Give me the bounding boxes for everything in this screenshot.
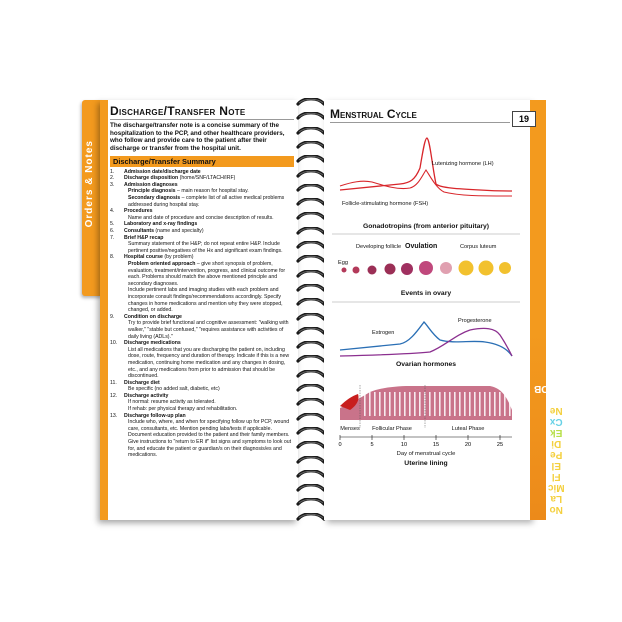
item-number: 6. (110, 228, 115, 235)
axis-tick-label: 10 (400, 442, 408, 448)
fsh-curve (340, 170, 512, 196)
item-number: 4. (110, 208, 115, 215)
side-tab-1[interactable]: La (550, 493, 563, 504)
egg-label: Egg (338, 260, 348, 266)
menses-label: Menses (340, 426, 360, 432)
ovarian-hormones-panel (340, 318, 512, 368)
axis-tick-label: 15 (432, 442, 440, 448)
uterine-caption: Uterine lining (404, 460, 448, 467)
item-detail-bold: Principle diagnosis (128, 188, 176, 195)
item-title: Brief H&P recap (124, 234, 164, 241)
ovary-stage-icon (440, 262, 452, 274)
lining-gland (429, 392, 431, 416)
item-number: 9. (110, 313, 115, 320)
lining-gland (509, 392, 511, 416)
item-number: 2. (110, 175, 115, 182)
lining-gland (419, 392, 421, 416)
ovary-stage-icon (479, 261, 494, 276)
axis-label: Day of menstrual cycle (396, 451, 456, 457)
lining-gland (409, 392, 411, 416)
ovary-panel (332, 243, 520, 302)
item-detail-text: – complete list of all active medical problems addressed during hospital stay. (128, 195, 285, 208)
item-title: Discharge medications (124, 340, 181, 347)
item-title: Discharge disposition (124, 175, 179, 182)
luteal-label: Luteal Phase (451, 426, 485, 432)
uterine-panel (338, 385, 512, 467)
item-title: Discharge follow-up plan (124, 412, 186, 419)
lining-gland (494, 392, 496, 416)
item-number: 13. (110, 412, 118, 419)
item-detail-text: Summary statement of the H&P; do not repeat entire H&P. Include pertinent positive/negatives of the Hx and significant exam findings. (128, 241, 283, 254)
lining-gland (474, 392, 476, 416)
uterine-lining-shape (340, 386, 512, 420)
lining-gland (504, 392, 506, 416)
ovary-stage-icon (342, 268, 347, 273)
item-note: (name and specialty) (153, 228, 204, 235)
page-number: 19 (512, 111, 536, 127)
ovary-stage-icon (401, 263, 413, 275)
estrogen-curve (340, 322, 512, 356)
item-title: Procedures (124, 208, 153, 215)
estrogen-label: Estrogen (372, 330, 395, 336)
ovary-stage-icon (419, 261, 433, 275)
item-detail-text: – main reason for hospital stay. (175, 188, 249, 195)
axis-tick-label: 5 (370, 442, 374, 448)
right-page-title: Menstrual Cycle (330, 107, 510, 123)
lining-gland (369, 392, 371, 416)
lining-gland (399, 392, 401, 416)
item-title: Hospital course (124, 254, 163, 261)
item-note: (home/SNF/LTACH/IRF) (178, 175, 236, 182)
ovarian-caption: Ovarian hormones (395, 361, 457, 368)
axis-tick-label: 25 (496, 442, 504, 448)
lining-gland (459, 392, 461, 416)
gonado-caption: Gonadotropins (from anterior pituitary) (362, 223, 490, 230)
item-title: Consultants (124, 228, 154, 235)
axis-tick-label: 20 (464, 442, 472, 448)
item-number: 5. (110, 221, 115, 228)
side-tab-0[interactable]: No (549, 504, 563, 515)
lining-gland (499, 392, 501, 416)
item-title: Admission diagnoses (124, 181, 178, 188)
item-detail-text: If rehab: per physical therapy and rehabilitation. (128, 406, 238, 413)
follicular-label: Follicular Phase (372, 426, 412, 432)
item-detail-text: Include who, where, and when for specifying follow up for PCP, wound care, consultants, etc. Mention pending labs/tests if applicable. Document education provided to the patient and their family members. Give instructions to "return to ER if" list signs and symptoms to look out for, and educate the patient or guardian/s on their diagnosis/es and medications. (128, 419, 292, 459)
item-number: 10. (110, 340, 118, 347)
axis-tick-label: 0 (338, 442, 342, 448)
developing-label: Developing follicle (356, 244, 402, 250)
side-tab-8[interactable]: Cx (549, 416, 563, 427)
lining-gland (384, 392, 386, 416)
item-title: Discharge diet (124, 379, 160, 386)
side-tab-7[interactable]: Ek (550, 427, 563, 438)
item-title: Discharge activity (124, 392, 169, 399)
item-detail-bold: Secondary diagnosis (128, 195, 181, 202)
ovary-stage-icon (353, 267, 360, 274)
side-tab-3[interactable]: Fl (551, 471, 561, 482)
lining-gland (464, 392, 466, 416)
lining-gland (479, 392, 481, 416)
lining-gland (364, 392, 366, 416)
item-detail-text: If normal: resume activity as tolerated. (128, 399, 216, 406)
item-detail-text: Try to provide brief functional and cognitive assessment: "walking with walker," "stable but confused," "requires assistance with activities of daily living (ADLs)." (128, 320, 289, 340)
item-number: 11. (110, 379, 117, 386)
ovary-caption: Events in ovary (400, 290, 452, 297)
item-detail-text: Include pertinent labs and imaging studies with each problem and incorporate consult findings/recommendations accordingly. Specify changes in home medications and mention why they were stopped, changed, or added. (128, 287, 283, 314)
item-title: Condition on discharge (124, 313, 182, 320)
lining-gland (374, 392, 376, 416)
item-detail-text: – give short synopsis of problem, evaluation, treatment/intervention, progress, and clinical outcome for each. Problems should match the above mentioned principle and secondary diagnoses. (128, 261, 286, 287)
intro-paragraph: The discharge/transfer note is a concise summary of the hospitalization to the PCP, and other healthcare providers, who follow and provide care to the patient after their discharge or transfer from the hospital unit. (110, 122, 285, 153)
item-note: (by problem) (162, 254, 194, 261)
item-detail-text: List all medications that you are discharging the patient on, including dose, route, frequency and duration of therapy. Indicate if this is a new medication, continuing home medication and any changes in dosing, etc., and any medications from prior to admission that should be discontinued. (128, 346, 290, 380)
lining-gland (489, 392, 491, 416)
progesterone-label: Progesterone (458, 318, 492, 324)
side-tab-5[interactable]: Pe (550, 449, 563, 460)
lining-gland (434, 392, 436, 416)
lining-gland (469, 392, 471, 416)
ovary-stage-icon (368, 266, 377, 275)
lining-gland (394, 392, 396, 416)
item-detail-text: Name and date of procedure and concise description of results. (128, 214, 274, 221)
side-tab-6[interactable]: Di (551, 438, 562, 449)
side-tab-4[interactable]: El (551, 460, 561, 471)
item-number: 12. (110, 392, 118, 399)
gonadotropins-panel (332, 138, 520, 234)
item-number: 8. (110, 254, 115, 261)
lining-gland (449, 392, 451, 416)
lining-gland (439, 392, 441, 416)
side-tab-9[interactable]: Ne (549, 405, 563, 416)
item-detail-bold: Problem oriented approach (128, 261, 196, 267)
lining-gland (379, 392, 381, 416)
lining-gland (389, 392, 391, 416)
summary-heading: Discharge/Transfer Summary (110, 156, 294, 167)
item-title: Laboratory and x-ray findings (124, 221, 198, 228)
ovary-stage-icon (385, 264, 396, 275)
side-tab-10[interactable]: OB (548, 394, 564, 405)
item-number: 1. (110, 168, 115, 175)
lining-gland (484, 392, 486, 416)
side-tab-11[interactable]: Cycle/OB (534, 383, 579, 394)
lining-gland (444, 392, 446, 416)
section-tab-label: Orders & Notes (84, 140, 95, 228)
lh-label: Lutenizing hormone (LH) (432, 161, 494, 167)
item-detail-text: Be specific (no added salt, diabetic, etc) (128, 386, 220, 393)
fsh-label: Follicle-stimulating hormone (FSH) (342, 201, 429, 207)
item-number: 3. (110, 181, 115, 188)
lining-gland (454, 392, 456, 416)
item-title: Admission date/discharge date (124, 168, 201, 175)
ovary-stage-icon (499, 262, 511, 274)
lining-gland (404, 392, 406, 416)
lining-gland (414, 392, 416, 416)
ovulation-label: Ovulation (405, 243, 438, 250)
corpus-label: Corpus luteum (460, 244, 497, 250)
side-tab-2[interactable]: Mic (547, 482, 565, 493)
page-title: Discharge/Transfer Note (110, 104, 294, 120)
item-number: 7. (110, 234, 115, 241)
ovary-stage-icon (459, 261, 474, 276)
